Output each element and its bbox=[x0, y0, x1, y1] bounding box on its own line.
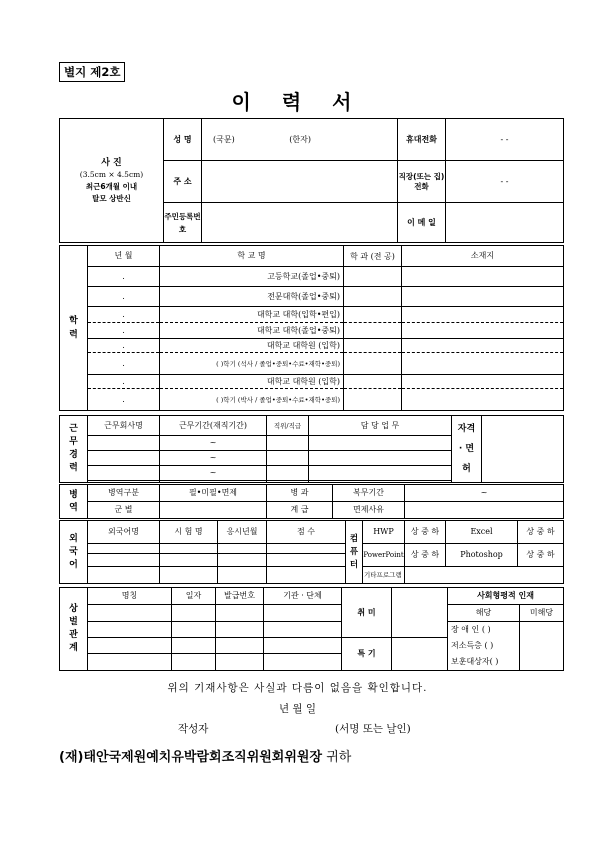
career-section-label: 근 무 경 력 bbox=[60, 416, 88, 483]
computer-level-hwp[interactable]: 상 중 하 bbox=[405, 521, 446, 544]
foreign-header-language: 외국어명 bbox=[88, 521, 160, 544]
foreign-header-date: 응시년월 bbox=[218, 521, 267, 544]
work-phone-label: 직장(또는 집) 전화 bbox=[398, 161, 446, 203]
edu-header-location: 소재지 bbox=[402, 246, 564, 267]
edu-row-date[interactable]: . bbox=[88, 375, 160, 389]
military-type-value[interactable]: 필•미필•면제 bbox=[160, 485, 267, 502]
award-date[interactable] bbox=[172, 654, 216, 671]
award-date[interactable] bbox=[172, 605, 216, 622]
foreign-score[interactable] bbox=[267, 554, 346, 567]
awards-header-org: 기관 · 단체 bbox=[264, 588, 342, 605]
foreign-header-score: 점 수 bbox=[267, 521, 346, 544]
computer-item-powerpoint: PowerPoint bbox=[363, 544, 405, 567]
photo-recent: 최근6개월 이내 bbox=[85, 181, 138, 191]
social-not-applicable-field[interactable] bbox=[520, 622, 564, 671]
foreign-language-name[interactable] bbox=[88, 554, 160, 567]
education-table bbox=[59, 245, 564, 411]
award-number[interactable] bbox=[216, 622, 264, 638]
career-duty[interactable] bbox=[309, 451, 452, 466]
military-type-label: 병역구분 bbox=[88, 485, 160, 502]
military-branch2-field[interactable] bbox=[160, 502, 267, 519]
military-branch-label: 병 과 bbox=[267, 485, 333, 502]
career-duty[interactable] bbox=[309, 466, 452, 481]
awards-section-label: 상벌 관계 bbox=[60, 588, 88, 671]
duty-period-label: 복무기간 bbox=[333, 485, 405, 502]
edu-row-location[interactable] bbox=[402, 307, 564, 323]
addressee bbox=[59, 746, 351, 765]
address-field[interactable] bbox=[202, 161, 398, 203]
computer-item-hwp: HWP bbox=[363, 521, 405, 544]
edu-row-date[interactable]: . bbox=[88, 307, 160, 323]
social-not-applicable-label: 미해당 bbox=[520, 605, 564, 622]
edu-row-major[interactable] bbox=[344, 353, 402, 375]
hobby-label: 취 미 bbox=[342, 588, 392, 638]
name-label: 성 명 bbox=[164, 119, 202, 161]
resident-no-label: 주민등록번호 bbox=[164, 203, 202, 243]
edu-row-location[interactable] bbox=[402, 323, 564, 339]
edu-header-date: 년 월 bbox=[88, 246, 160, 267]
edu-row-major[interactable] bbox=[344, 287, 402, 307]
award-number[interactable] bbox=[216, 605, 264, 622]
computer-section-label: 컴 퓨 터 bbox=[346, 521, 363, 584]
career-company[interactable] bbox=[88, 481, 160, 483]
personal-info-table bbox=[59, 118, 564, 243]
edu-row-major[interactable] bbox=[344, 389, 402, 411]
career-duty[interactable] bbox=[309, 481, 452, 483]
social-applicable-label: 해당 bbox=[448, 605, 520, 622]
name-hanja-label: (한자) bbox=[289, 134, 311, 144]
edu-row-date[interactable]: . bbox=[88, 339, 160, 353]
edu-row-major[interactable] bbox=[344, 307, 402, 323]
awards-header-number: 발급번호 bbox=[216, 588, 264, 605]
signature-label: (서명 또는 날인) bbox=[335, 723, 411, 735]
computer-level-powerpoint[interactable]: 상 중 하 bbox=[405, 544, 446, 567]
address-label: 주 소 bbox=[164, 161, 202, 203]
awards-table bbox=[59, 587, 564, 671]
foreign-score[interactable] bbox=[267, 544, 346, 554]
career-period[interactable]: ~ bbox=[160, 451, 267, 466]
edu-row-date[interactable]: . bbox=[88, 389, 160, 411]
foreign-language-name[interactable] bbox=[88, 544, 160, 554]
edu-row-location[interactable] bbox=[402, 389, 564, 411]
military-branch2-label: 군 별 bbox=[88, 502, 160, 519]
military-rank-label: 계 급 bbox=[267, 502, 333, 519]
email-field[interactable] bbox=[446, 203, 564, 243]
career-position[interactable] bbox=[267, 436, 309, 451]
edu-row-school[interactable]: 고등학교(졸업•중퇴) bbox=[160, 267, 344, 287]
social-item-veteran[interactable]: 보훈대상자( ) bbox=[451, 657, 499, 666]
social-item-disabled[interactable]: 장 애 인 ( ) bbox=[451, 625, 491, 634]
organization-name: (재)태안국제원예치유박람회조직위원회위원장 bbox=[59, 750, 323, 765]
photo-type: 탈모 상반신 bbox=[92, 193, 131, 203]
computer-item-excel: Excel bbox=[446, 521, 518, 544]
career-position[interactable] bbox=[267, 481, 309, 483]
award-name[interactable] bbox=[88, 654, 172, 671]
career-period[interactable] bbox=[160, 481, 267, 483]
career-header-period: 근무기간(재직기간) bbox=[160, 416, 267, 436]
computer-level-excel[interactable]: 상 중 하 bbox=[518, 521, 564, 544]
career-header-duty: 담 당 업 무 bbox=[309, 416, 452, 436]
career-company[interactable] bbox=[88, 451, 160, 466]
social-equity-header: 사회형평적 인재 bbox=[448, 588, 564, 605]
education-section-label: 학 력 bbox=[60, 246, 88, 411]
specialty-label: 특 기 bbox=[342, 638, 392, 671]
edu-row-date[interactable]: . bbox=[88, 323, 160, 339]
foreign-test-name[interactable] bbox=[160, 544, 218, 554]
foreign-test-date[interactable] bbox=[218, 567, 267, 584]
award-name[interactable] bbox=[88, 622, 172, 638]
edu-row-school[interactable]: 대학교 대학원 (입학) bbox=[160, 339, 344, 353]
addressee-suffix: 귀하 bbox=[326, 750, 352, 765]
edu-row-school[interactable]: 전문대학(졸업•중퇴) bbox=[160, 287, 344, 307]
awards-header-name: 명칭 bbox=[88, 588, 172, 605]
award-name[interactable] bbox=[88, 605, 172, 622]
edu-row-location[interactable] bbox=[402, 339, 564, 353]
edu-row-location[interactable] bbox=[402, 353, 564, 375]
language-computer-table bbox=[59, 520, 564, 584]
computer-other-field[interactable] bbox=[405, 567, 564, 584]
career-company[interactable] bbox=[88, 466, 160, 481]
confirmation-text: 위의 기재사항은 사실과 다름이 없음을 확인합니다. bbox=[167, 682, 428, 694]
hobby-field[interactable] bbox=[392, 588, 448, 638]
license-field[interactable] bbox=[482, 416, 564, 483]
photo-size: (3.5cm × 4.5cm) bbox=[79, 169, 144, 179]
career-position[interactable] bbox=[267, 451, 309, 466]
date-line: 년 월 일 bbox=[278, 703, 317, 715]
edu-row-school[interactable]: ( )학기 (박사 / 졸업•중퇴•수료•재학•중퇴) bbox=[160, 389, 344, 411]
social-item-low-income[interactable]: 저소득층 ( ) bbox=[451, 641, 494, 650]
career-header-position: 직위/직급 bbox=[267, 416, 309, 436]
form-number-tag: 별지 제2호 bbox=[59, 62, 125, 82]
name-field[interactable] bbox=[202, 119, 398, 161]
exempt-reason-field[interactable] bbox=[405, 502, 564, 519]
writer-label: 작성자 bbox=[178, 723, 209, 735]
edu-row-school[interactable]: 대학교 대학원 (입학) bbox=[160, 375, 344, 389]
computer-other-label: 기타프로그램 bbox=[363, 567, 405, 584]
award-date[interactable] bbox=[172, 622, 216, 638]
career-header-company: 근무회사명 bbox=[88, 416, 160, 436]
career-duty[interactable] bbox=[309, 436, 452, 451]
mobile-label: 휴대전화 bbox=[398, 119, 446, 161]
edu-header-school: 학 교 명 bbox=[160, 246, 344, 267]
edu-row-date[interactable]: . bbox=[88, 353, 160, 375]
award-org[interactable] bbox=[264, 654, 342, 671]
mobile-field[interactable]: - - bbox=[446, 119, 564, 161]
edu-row-major[interactable] bbox=[344, 267, 402, 287]
foreign-test-name[interactable] bbox=[160, 567, 218, 584]
photo-box[interactable] bbox=[60, 119, 164, 243]
award-number[interactable] bbox=[216, 638, 264, 654]
photo-label: 사 진 bbox=[101, 157, 122, 168]
social-items[interactable] bbox=[448, 622, 520, 671]
military-table bbox=[59, 484, 564, 519]
military-section-label: 병 역 bbox=[60, 485, 88, 519]
career-period[interactable]: ~ bbox=[160, 436, 267, 451]
specialty-field[interactable] bbox=[392, 638, 448, 671]
edu-row-location[interactable] bbox=[402, 267, 564, 287]
edu-row-location[interactable] bbox=[402, 375, 564, 389]
duty-period-value[interactable]: ~ bbox=[405, 485, 564, 502]
edu-row-date[interactable]: . bbox=[88, 267, 160, 287]
edu-row-school[interactable]: 대학교 대학(입학•편입) bbox=[160, 307, 344, 323]
career-position[interactable] bbox=[267, 466, 309, 481]
award-date[interactable] bbox=[172, 638, 216, 654]
foreign-test-date[interactable] bbox=[218, 544, 267, 554]
foreign-score[interactable] bbox=[267, 567, 346, 584]
computer-level-photoshop[interactable]: 상 중 하 bbox=[518, 544, 564, 567]
award-org[interactable] bbox=[264, 638, 342, 654]
edu-row-major[interactable] bbox=[344, 339, 402, 353]
edu-row-school[interactable]: ( )학기 (석사 / 졸업•중퇴•수료•재학•중퇴) bbox=[160, 353, 344, 375]
license-label: 자격 · 면허 bbox=[452, 416, 482, 483]
edu-row-major[interactable] bbox=[344, 375, 402, 389]
foreign-section-label: 외 국 어 bbox=[60, 521, 88, 584]
edu-row-school[interactable]: 대학교 대학(졸업•중퇴) bbox=[160, 323, 344, 339]
name-korean-label: (국문) bbox=[213, 134, 235, 144]
foreign-language-name[interactable] bbox=[88, 567, 160, 584]
exempt-reason-label: 면제사유 bbox=[333, 502, 405, 519]
computer-item-photoshop: Photoshop bbox=[446, 544, 518, 567]
edu-row-date[interactable]: . bbox=[88, 287, 160, 307]
career-table bbox=[59, 415, 564, 483]
career-company[interactable] bbox=[88, 436, 160, 451]
award-org[interactable] bbox=[264, 622, 342, 638]
foreign-test-name[interactable] bbox=[160, 554, 218, 567]
edu-row-location[interactable] bbox=[402, 287, 564, 307]
page-title: 이 력 서 bbox=[231, 90, 364, 114]
work-phone-field[interactable]: - - bbox=[446, 161, 564, 203]
resident-no-field[interactable] bbox=[202, 203, 398, 243]
edu-header-major: 학 과 (전 공) bbox=[344, 246, 402, 267]
career-period[interactable]: ~ bbox=[160, 466, 267, 481]
award-number[interactable] bbox=[216, 654, 264, 671]
edu-row-major[interactable] bbox=[344, 323, 402, 339]
awards-header-date: 일자 bbox=[172, 588, 216, 605]
email-label: 이 메 일 bbox=[398, 203, 446, 243]
foreign-header-test: 시 험 명 bbox=[160, 521, 218, 544]
foreign-test-date[interactable] bbox=[218, 554, 267, 567]
award-name[interactable] bbox=[88, 638, 172, 654]
award-org[interactable] bbox=[264, 605, 342, 622]
